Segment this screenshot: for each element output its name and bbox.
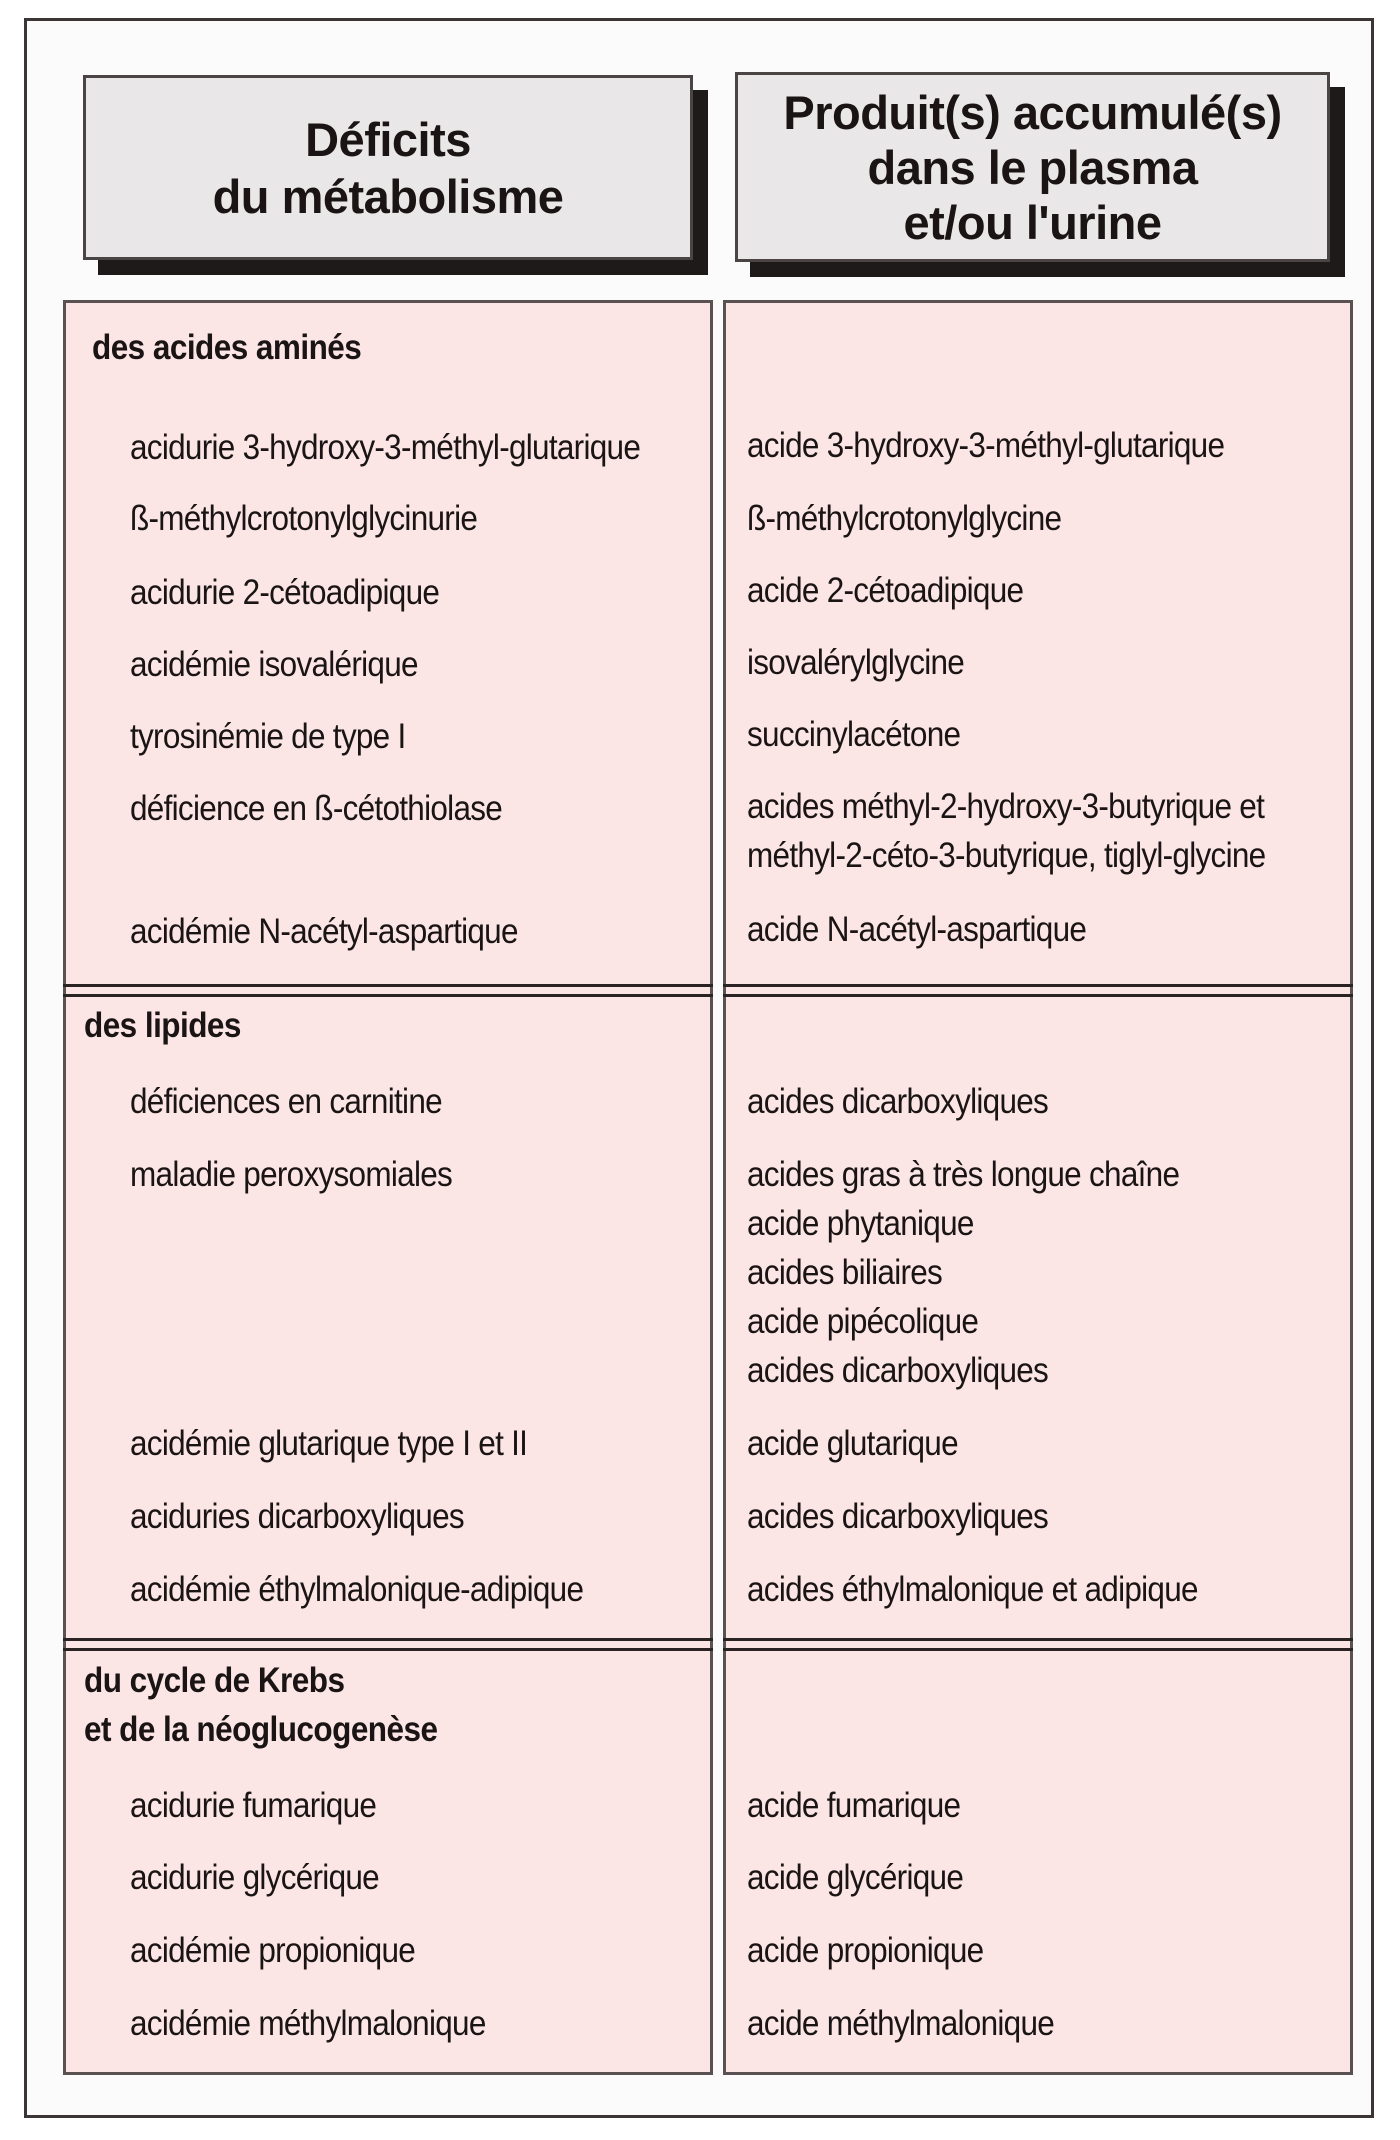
product-item: ß-méthylcrotonylglycine <box>747 499 1062 538</box>
deficit-item: acidurie 3-hydroxy-3-méthyl-glutarique <box>130 428 641 467</box>
deficit-item: aciduries dicarboxyliques <box>130 1497 464 1536</box>
product-item: acides gras à très longue chaîne <box>747 1155 1180 1194</box>
header-deficits-line-2: du métabolisme <box>212 169 564 223</box>
deficit-item: acidémie méthylmalonique <box>130 2004 486 2043</box>
deficit-item: acidémie propionique <box>130 1931 416 1970</box>
product-item: acide 2-cétoadipique <box>747 571 1024 610</box>
section-divider-left <box>63 1638 713 1651</box>
product-item: succinylacétone <box>747 715 961 754</box>
header-deficits <box>83 75 693 260</box>
product-item: acides dicarboxyliques <box>747 1497 1049 1536</box>
product-item: acides dicarboxyliques <box>747 1082 1049 1121</box>
product-item: acide 3-hydroxy-3-méthyl-glutarique <box>747 426 1225 465</box>
deficit-item: ß-méthylcrotonylglycinurie <box>130 499 478 538</box>
section-divider-right <box>723 1638 1353 1651</box>
product-item: acide glutarique <box>747 1424 958 1463</box>
product-item: acide phytanique <box>747 1204 974 1243</box>
deficit-item: acidémie éthylmalonique-adipique <box>130 1570 584 1609</box>
product-item: acides biliaires <box>747 1253 943 1292</box>
section-divider-left <box>63 984 713 997</box>
deficit-item: acidurie fumarique <box>130 1786 377 1825</box>
header-deficits-line-1: Déficits <box>305 112 471 166</box>
deficit-item: tyrosinémie de type I <box>130 717 406 756</box>
deficit-item: acidurie glycérique <box>130 1858 379 1897</box>
section-title-amino-acids: des acides aminés <box>92 328 362 367</box>
product-item: acide N-acétyl-aspartique <box>747 910 1087 949</box>
deficit-item: acidémie N-acétyl-aspartique <box>130 912 518 951</box>
product-item: acide propionique <box>747 1931 984 1970</box>
product-item: acides dicarboxyliques <box>747 1351 1049 1390</box>
header-products-line-2: dans le plasma <box>867 140 1198 194</box>
product-item: acide glycérique <box>747 1858 964 1897</box>
header-products <box>735 72 1330 262</box>
section-divider-right <box>723 984 1353 997</box>
product-item: acides éthylmalonique et adipique <box>747 1570 1198 1609</box>
product-item: acide méthylmalonique <box>747 2004 1055 2043</box>
deficit-item: maladie peroxysomiales <box>130 1155 453 1194</box>
product-item: acides méthyl-2-hydroxy-3-butyrique et <box>747 787 1265 826</box>
deficit-item: acidurie 2-cétoadipique <box>130 573 440 612</box>
product-item: méthyl-2-céto-3-butyrique, tiglyl-glycine <box>747 836 1266 875</box>
product-item: isovalérylglycine <box>747 643 965 682</box>
deficit-item: acidémie glutarique type I et II <box>130 1424 528 1463</box>
section-title-krebs-line-1: du cycle de Krebs <box>84 1661 345 1700</box>
deficit-item: acidémie isovalérique <box>130 645 418 684</box>
header-products-line-3: et/ou l'urine <box>903 195 1162 249</box>
section-title-lipids: des lipides <box>84 1006 241 1045</box>
product-item: acide fumarique <box>747 1786 961 1825</box>
deficit-item: déficiences en carnitine <box>130 1082 442 1121</box>
header-products-line-1: Produit(s) accumulé(s) <box>783 85 1282 139</box>
product-item: acide pipécolique <box>747 1302 979 1341</box>
section-title-krebs-line-2: et de la néoglucogenèse <box>84 1710 438 1749</box>
deficit-item: déficience en ß-cétothiolase <box>130 789 503 828</box>
